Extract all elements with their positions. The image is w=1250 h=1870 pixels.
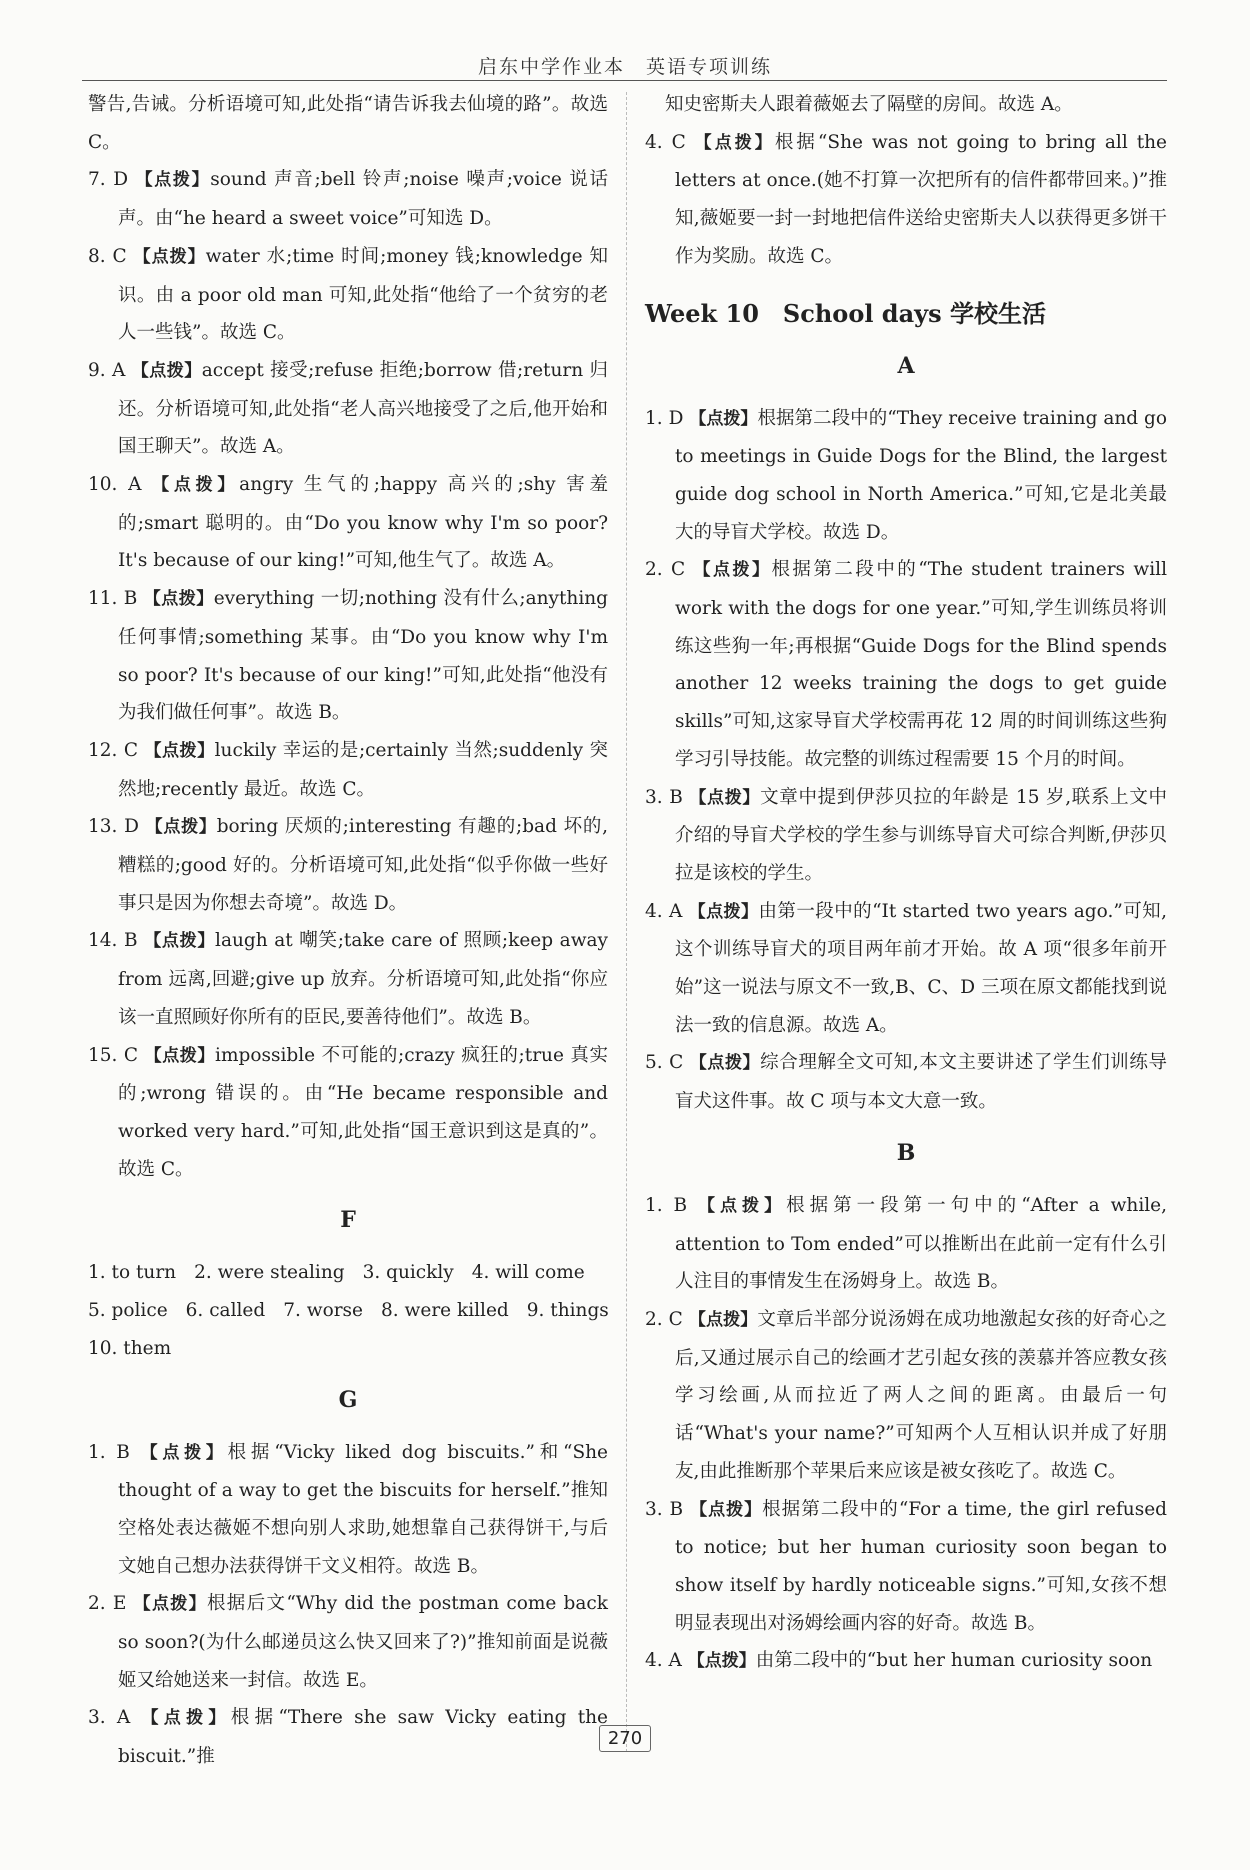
hint-tag: 【点拨】	[144, 1045, 216, 1066]
hint-tag: 【点拨】	[133, 246, 206, 267]
answer-item: 1. D 【点拨】根据第二段中的“They receive training and go to meetings in Guide Dogs for the Blind, the largest guide dog school in North America.”可知,它是北美最大的导盲犬学校。故选 D。	[645, 407, 1168, 543]
hint-tag: 【点拨】	[143, 589, 214, 610]
fill-answer: 3. quickly	[362, 1262, 454, 1284]
header-rule	[82, 80, 1167, 81]
hint-tag: 【点拨】	[688, 1309, 758, 1330]
section-heading-f: F	[340, 1207, 356, 1234]
answer-item: 3. B 【点拨】文章中提到伊莎贝拉的年龄是 15 岁,联系上文中介绍的导盲犬学校的学生参与训练导盲犬可综合判断,伊莎贝拉是该校的学生。	[645, 786, 1168, 884]
hint-tag: 【点拨】	[144, 931, 216, 952]
answer-item: 3. B 【点拨】根据第二段中的“For a time, the girl refused to notice; but her human curiosity soon began to show itself by hardly noticeable signs.”可知,女孩不想明显表现出对汤姆绘画内容的好奇。故选 B。	[645, 1498, 1168, 1634]
answer-item: 4. C 【点拨】根据“She was not going to bring all the letters at once.(她不打算一次把所有的信件都带回来。)”推知,薇姬要一封一封地把信件送给史密斯夫人以获得更多饼干作为奖励。故选 C。	[645, 131, 1167, 267]
page-number-text: 270	[599, 1725, 651, 1752]
answer-item: 2. C 【点拨】根据第二段中的“The student trainers will work with the dogs for one year.”可知,学生训练员将训练这些狗一年;再根据“Guide Dogs for the Blind spends another 12 weeks training the dogs to get guide skills”可知,这家导盲犬学校需再花 12 周的时间训练这些狗学习引导技能。故完整的训练过程需要 15 个月的时间。	[645, 559, 1167, 770]
fill-answer: 7. worse	[283, 1300, 363, 1322]
hint-tag: 【点拨】	[687, 1651, 756, 1672]
hint-tag: 【点拨】	[152, 475, 240, 496]
fill-answer: 5. police	[88, 1300, 168, 1322]
answer-item: 1. B 【点拨】根据第一段第一句中的“After a while, attention to Tom ended”可以推断出在此前一定有什么引人注目的事情发生在汤姆身上。故选 B。	[645, 1194, 1167, 1293]
week-title: Week 10 School days 学校生活	[645, 298, 1046, 328]
hint-tag: 【点拨】	[141, 1708, 231, 1729]
fill-answer: 2. were stealing	[194, 1262, 345, 1284]
answer-continuation: 知史密斯夫人跟着薇姬去了隔壁的房间。故选 A。	[665, 94, 1073, 115]
hint-tag: 【点拨】	[694, 132, 775, 153]
section-heading-g: G	[338, 1386, 358, 1413]
hint-tag: 【点拨】	[131, 360, 202, 381]
hint-tag: 【点拨】	[693, 560, 772, 581]
answer-item: 1. B 【点拨】根据“Vicky liked dog biscuits.”和“She thought of a way to get the biscuits for herself.”推知空格处表达薇姬不想向别人求助,她想靠自己获得饼干,与后文她自己想办法获得饼干文义相符。故选 B。	[88, 1441, 608, 1577]
answer-item: 13. D 【点拨】boring 厌烦的;interesting 有趣的;bad 坏的,糟糕的;good 好的。分析语境可知,此处指“似乎你做一些好事只是因为你想去奇境”。故选 D。	[88, 816, 609, 914]
section-heading-a: A	[897, 352, 915, 379]
answer-item: 10. A 【点拨】angry 生气的;happy 高兴的;shy 害羞的;smart 聪明的。由“Do you know why I'm so poor? It's because of our king!”可知,他生气了。故选 A。	[88, 474, 608, 572]
fill-answer: 1. to turn	[88, 1262, 177, 1284]
answer-item: 7. D 【点拨】sound 声音;bell 铃声;noise 噪声;voice 说话声。由“he heard a sweet voice”可知选 D。	[88, 169, 609, 230]
hint-tag: 【点拨】	[689, 1053, 761, 1074]
answer-item: 2. E 【点拨】根据后文“Why did the postman come back so soon?(为什么邮递员这么快又回来了?)”推知前面是说薇姬又给她送来一封信。故选 E。	[88, 1593, 608, 1691]
answer-item: 8. C 【点拨】water 水;time 时间;money 钱;knowledge 知识。由 a poor old man 可知,此处指“他给了一个贫穷的老人一些钱”。故选 C。	[88, 245, 609, 344]
column-divider	[626, 92, 627, 1752]
answer-item: 4. A 【点拨】由第二段中的“but her human curiosity soon	[645, 1650, 1153, 1672]
fill-answer: 4. will come	[471, 1262, 585, 1284]
answer-item: 9. A 【点拨】accept 接受;refuse 拒绝;borrow 借;return 归还。分析语境可知,此处指“老人高兴地接受了之后,他开始和国王聊天”。故选 A。	[88, 359, 609, 458]
answer-item: 12. C 【点拨】luckily 幸运的是;certainly 当然;suddenly 突然地;recently 最近。故选 C。	[88, 739, 609, 800]
page-number	[0, 1725, 1250, 1752]
answer-item: 15. C 【点拨】impossible 不可能的;crazy 疯狂的;true 真实的;wrong 错误的。由“He became responsible and worked very hard.”可知,此处指“国王意识到这是真的”。故选 C。	[88, 1044, 609, 1180]
answer-item: 11. B 【点拨】everything 一切;nothing 没有什么;anything 任何事情;something 某事。由“Do you know why I'm so poor? It's because of our king!”可知,此处指“他没有为我们做任何事”。故选 B。	[88, 588, 609, 724]
hint-tag: 【点拨】	[140, 1442, 228, 1463]
hint-tag: 【点拨】	[145, 817, 217, 838]
fill-answer: 9. things	[526, 1300, 609, 1322]
hint-tag: 【点拨】	[689, 408, 758, 429]
hint-tag: 【点拨】	[144, 740, 215, 761]
hint-tag: 【点拨】	[689, 787, 761, 808]
hint-tag: 【点拨】	[688, 901, 759, 922]
section-heading-b: B	[896, 1139, 916, 1166]
right-column	[645, 86, 1167, 1681]
answer-continuation: 警告,告诫。分析语境可知,此处指“请告诉我去仙境的路”。故选 C。	[88, 94, 608, 153]
left-column	[88, 86, 608, 1776]
answer-item: 2. C 【点拨】文章后半部分说汤姆在成功地激起女孩的好奇心之后,又通过展示自己的绘画才艺引起女孩的羡慕并答应教女孩学习绘画,从而拉近了两人之间的距离。由最后一句话“What's your name?”可知两个人互相认识并成了好朋友,由此推断那个苹果后来应该是被女孩吃了。故选 C。	[645, 1308, 1167, 1482]
hint-tag: 【点拨】	[133, 1594, 207, 1615]
answer-item: 14. B 【点拨】laugh at 嘲笑;take care of 照顾;keep away from 远离,回避;give up 放弃。分析语境可知,此处指“你应该一直照顾好你所有的臣民,要善待他们”。故选 B。	[88, 930, 609, 1028]
hint-tag: 【点拨】	[135, 170, 211, 191]
answer-item: 5. C 【点拨】综合理解全文可知,本文主要讲述了学生们训练导盲犬这件事。故 C 项与本文大意一致。	[645, 1052, 1167, 1113]
hint-tag: 【点拨】	[690, 1499, 763, 1520]
running-header: 启东中学作业本 英语专项训练	[477, 56, 772, 78]
answer-item: 4. A 【点拨】由第一段中的“It started two years ago.”可知,这个训练导盲犬的项目两年前才开始。故 A 项“很多年前开始”这一说法与原文不一致,B、C、D 三项在原文都能找到说法一致的信息源。故选 A。	[645, 900, 1168, 1036]
fill-answers-row	[88, 1254, 608, 1292]
fill-answers-row	[88, 1330, 608, 1368]
fill-answer: 6. called	[185, 1300, 266, 1322]
fill-answer: 8. were killed	[381, 1300, 509, 1322]
fill-answer: 10. them	[88, 1337, 172, 1359]
answer-item: 3. A 【点拨】根据“There she saw Vicky eating the biscuit.”推	[88, 1707, 608, 1768]
fill-answers-row	[88, 1292, 608, 1330]
hint-tag: 【点拨】	[698, 1195, 787, 1216]
